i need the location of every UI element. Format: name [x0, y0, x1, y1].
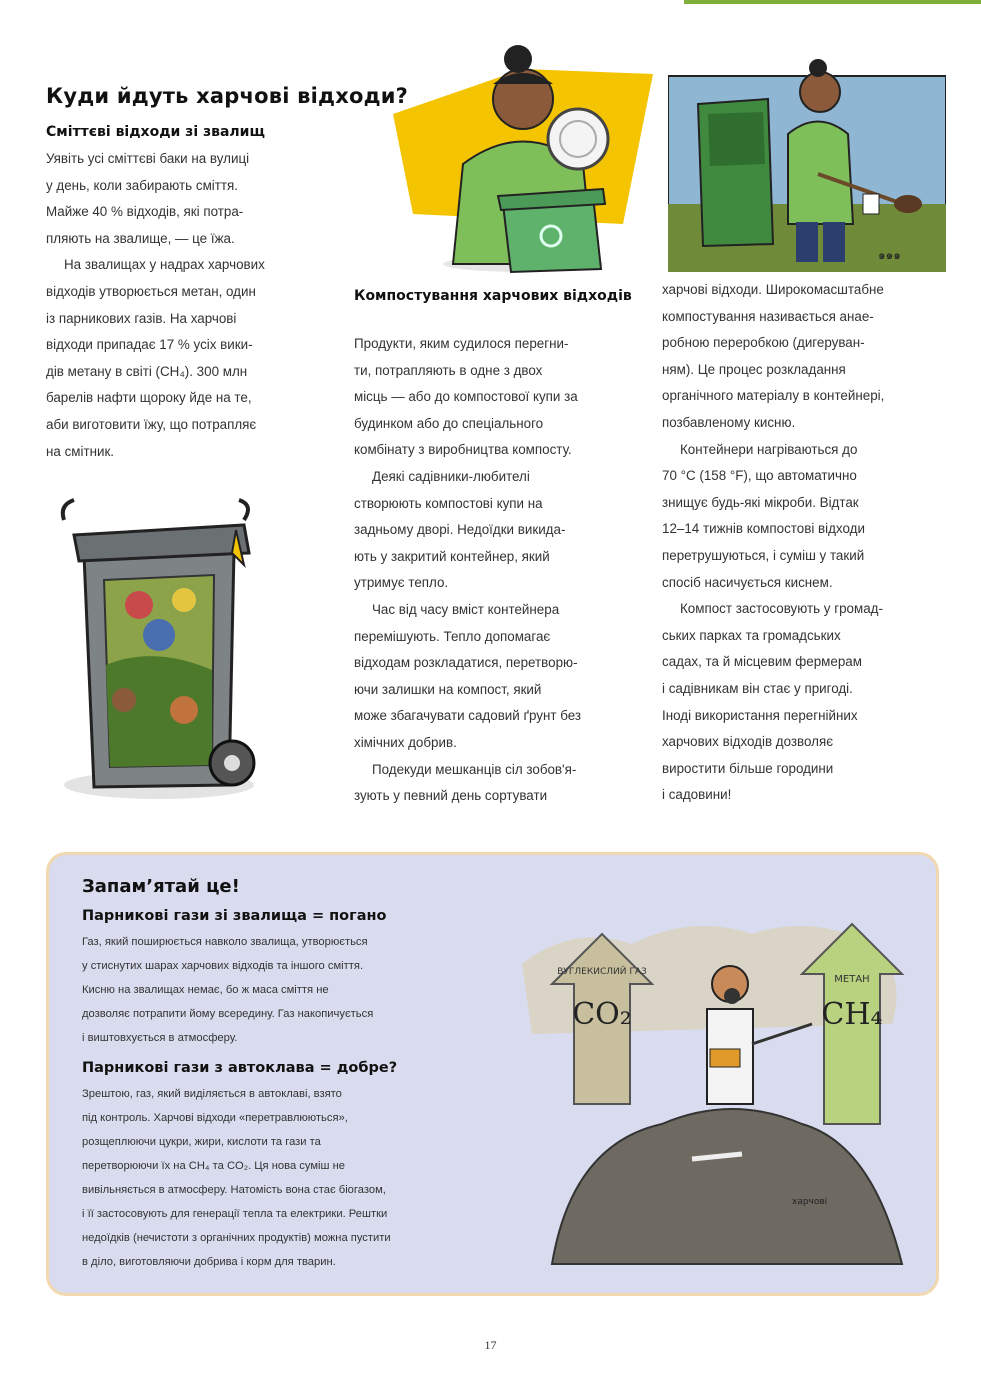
text-line: на смітник. — [46, 443, 115, 459]
text-line: Іноді використання перегнійних — [662, 707, 858, 723]
text-line: харчових відходів дозволяє — [662, 734, 834, 750]
text-line: виростити більше городини — [662, 760, 834, 776]
text-line: аби виготовити їжу, що потрапляє — [46, 416, 257, 432]
text-line: Зрештою, газ, який виділяється в автоклаві, взято — [82, 1088, 342, 1100]
ch4-label: МЕТАН — [834, 974, 870, 985]
text-line: Кисню на звалищах немає, бо ж маса сміття не — [82, 984, 329, 996]
text-line: спосіб насичується киснем. — [662, 574, 833, 590]
text-line: Компост застосовують у громад- — [680, 601, 883, 617]
co2-formula: CO₂ — [572, 997, 632, 1032]
landfill-gas-heading: Парникові гази зі звалища = погано — [82, 908, 387, 924]
scraping-plate-illustration — [393, 24, 658, 274]
text-line: робною переробкою (дигеруван- — [662, 335, 865, 351]
text-line: перетрушуються, і суміш у такий — [662, 547, 865, 563]
gas-arrows-illustration — [512, 904, 912, 1276]
text-line: і садівникам він стає у пригоді. — [662, 680, 853, 696]
landfill-gas-text — [82, 930, 502, 1050]
text-line: будинком або до спеціального — [354, 415, 544, 431]
text-line: ти, потрапляють в одне з двох — [354, 362, 543, 378]
text-line: садах, та й місцевим фермерам — [662, 654, 862, 670]
text-line: дозволяє потрапити йому всередину. Газ накопичується — [82, 1008, 374, 1020]
text-line: Майже 40 % відходів, які потра- — [46, 204, 244, 220]
text-line: позбавленому кисню. — [662, 414, 796, 430]
text-line: розщеплюючи цукри, жири, кислоти та гази та — [82, 1136, 321, 1148]
text-line: у стиснутих шарах харчових відходів та іншого сміття. — [82, 960, 364, 972]
text-line: і її застосовують для генерації тепла та електрики. Рештки — [82, 1208, 388, 1220]
text-line: в діло, виготовляючи добрива і корм для тварин. — [82, 1256, 336, 1268]
text-line: перемішують. Тепло допомагає — [354, 628, 551, 644]
text-line: Продукти, яким судилося перегни- — [354, 336, 569, 351]
text-line: ських парках та громадських — [662, 627, 841, 643]
text-line: ючи залишки на компост, який — [354, 681, 542, 697]
text-line: місць — або до компостової купи за — [354, 389, 578, 405]
text-line: ням). Це процес розкладання — [662, 361, 846, 377]
text-line: дів метану в світі (CH₄). 300 млн — [46, 363, 248, 379]
text-line: утримує тепло. — [354, 575, 449, 591]
text-line: у день, коли забирають сміття. — [46, 177, 238, 193]
landfill-text — [46, 146, 336, 465]
autoclave-gas-heading: Парникові гази з автоклава = добре? — [82, 1060, 398, 1076]
text-line: ють у закритий контейнер, який — [354, 548, 550, 564]
text-line: комбінату з виробництва компосту. — [354, 442, 572, 458]
text-line: Деякі садівники-любителі — [372, 468, 530, 484]
autoclave-gas-text — [82, 1082, 502, 1274]
text-line: На звалищах у надрах харчових — [64, 257, 265, 273]
text-line: барелів нафти щороку йде на те, — [46, 390, 252, 406]
text-line: відходів утворюється метан, один — [46, 283, 256, 299]
compost-text — [354, 331, 654, 810]
text-line: 70 °C (158 °F), що автоматично — [662, 468, 857, 484]
text-line: може збагачувати садовий ґрунт без — [354, 708, 582, 724]
text-line: і садовини! — [662, 787, 732, 803]
co2-label: ВУГЛЕКИСЛИЙ ГАЗ — [557, 967, 647, 977]
page-title: Куди йдуть харчові відходи? — [46, 84, 409, 108]
svg-text:๑๑๑: ๑๑๑ — [878, 248, 901, 262]
text-line: перетворюючи їх на CH₄ та CO₂. Ця нова суміш не — [82, 1160, 345, 1172]
text-line: Газ, який поширюється навколо звалища, утворюється — [82, 936, 368, 948]
text-line: відходи припадає 17 % усіх вики- — [46, 337, 253, 353]
text-line: і виштовхується в атмосферу. — [82, 1032, 238, 1044]
remember-title: Запам’ятай це! — [82, 876, 240, 897]
landfill-subtitle: Сміттєві відходи зі звалищ — [46, 124, 265, 140]
text-line: Час від часу вміст контейнера — [372, 601, 560, 617]
text-line: компостування називається анае- — [662, 308, 874, 324]
heap-label: харчові — [792, 1197, 828, 1207]
compost-subtitle: Компостування харчових відходів — [354, 288, 632, 304]
text-line: зують у певний день сортувати — [354, 788, 548, 804]
composting-illustration — [668, 54, 946, 272]
text-line: органічного матеріалу в контейнері, — [662, 388, 885, 404]
page-number: 17 — [484, 1338, 497, 1352]
text-line: відходам розкладатися, перетворю- — [354, 655, 578, 671]
text-line: під контроль. Харчові відходи «перетравлюються», — [82, 1112, 348, 1124]
industrial-compost-text — [662, 277, 952, 809]
text-line: Подекуди мешканців сіл зобов'я- — [372, 761, 577, 777]
trash-bin-illustration — [44, 495, 269, 810]
text-line: створюють компостові купи на — [354, 495, 543, 511]
ch4-formula: CH₄ — [821, 997, 883, 1032]
text-line: Контейнери нагріваються до — [680, 441, 858, 457]
text-line: хімічних добрив. — [354, 734, 457, 750]
text-line: знищує будь-які мікроби. Відтак — [662, 494, 859, 510]
text-line: недоїдків (нечистоти з органічних продуктів) можна пустити — [82, 1232, 391, 1244]
top-accent-bar — [684, 0, 981, 4]
text-line: задньому дворі. Недоїдки викида- — [354, 522, 566, 538]
text-line: із парникових газів. На харчові — [46, 310, 237, 326]
text-line: вивільняється в атмосферу. Натомість вона стає біогазом, — [82, 1184, 386, 1196]
text-line: пляють на звалище, — це їжа. — [46, 230, 235, 246]
text-line: харчові відходи. Широкомасштабне — [662, 282, 884, 297]
text-line: Уявіть усі сміттєві баки на вулиці — [46, 151, 250, 166]
text-line: 12–14 тижнів компостові відходи — [662, 521, 865, 537]
